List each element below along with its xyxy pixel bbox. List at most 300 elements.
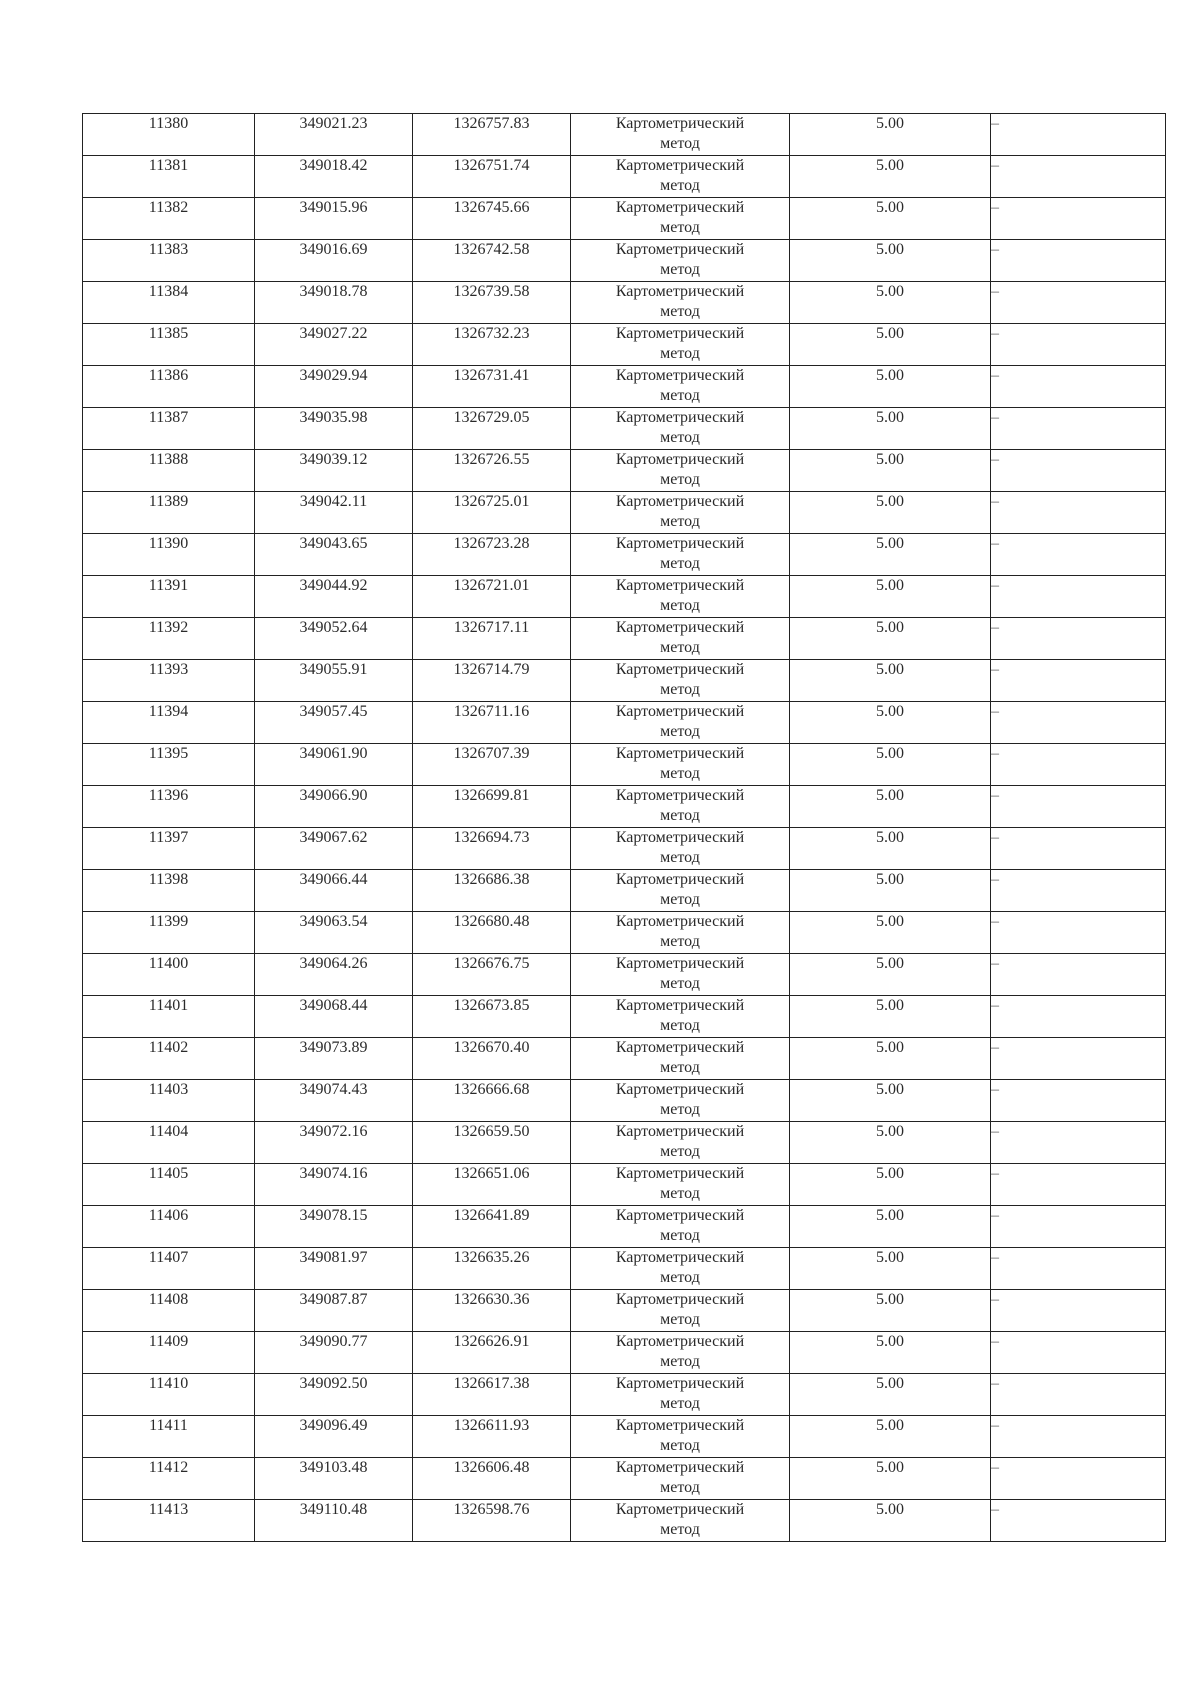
method-label-line1: Картометрический — [615, 451, 745, 468]
y-coordinate-cell: 1326757.83 — [413, 114, 571, 156]
note-cell: – — [991, 1374, 1166, 1416]
y-coordinate-cell: 1326723.28 — [413, 534, 571, 576]
table-row — [83, 492, 1166, 534]
x-coordinate-cell: 349055.91 — [255, 660, 413, 702]
method-label-line1: Картометрический — [615, 1291, 745, 1308]
table-row — [83, 408, 1166, 450]
note-cell: – — [991, 1290, 1166, 1332]
x-coordinate-cell: 349067.62 — [255, 828, 413, 870]
point-number-cell: 11391 — [83, 576, 255, 618]
point-number-cell: 11396 — [83, 786, 255, 828]
table-row — [83, 1332, 1166, 1374]
method-label-line1: Картометрический — [615, 1459, 745, 1476]
x-coordinate-cell: 349096.49 — [255, 1416, 413, 1458]
method-label-line1: Картометрический — [615, 493, 745, 510]
point-number-cell: 11406 — [83, 1206, 255, 1248]
note-cell: – — [991, 870, 1166, 912]
method-label-line1: Картометрический — [615, 1375, 745, 1392]
note-cell: – — [991, 1206, 1166, 1248]
method-label-line2: метод — [660, 1059, 700, 1076]
x-coordinate-cell: 349081.97 — [255, 1248, 413, 1290]
error-cell: 5.00 — [790, 114, 991, 156]
y-coordinate-cell: 1326676.75 — [413, 954, 571, 996]
table-row — [83, 282, 1166, 324]
point-number-cell: 11401 — [83, 996, 255, 1038]
table-row — [83, 1248, 1166, 1290]
point-number-cell: 11386 — [83, 366, 255, 408]
method-cell — [571, 156, 790, 198]
point-number-cell: 11387 — [83, 408, 255, 450]
y-coordinate-cell: 1326651.06 — [413, 1164, 571, 1206]
method-label-line1: Картометрический — [615, 661, 745, 678]
method-label-line2: метод — [660, 1227, 700, 1244]
x-coordinate-cell: 349039.12 — [255, 450, 413, 492]
method-label-line2: метод — [660, 1479, 700, 1496]
error-cell: 5.00 — [790, 324, 991, 366]
note-cell: – — [991, 1080, 1166, 1122]
x-coordinate-cell: 349021.23 — [255, 114, 413, 156]
method-label-line2: метод — [660, 891, 700, 908]
error-cell: 5.00 — [790, 1332, 991, 1374]
y-coordinate-cell: 1326711.16 — [413, 702, 571, 744]
method-label-line1: Картометрический — [615, 1123, 745, 1140]
method-cell — [571, 240, 790, 282]
y-coordinate-cell: 1326694.73 — [413, 828, 571, 870]
point-number-cell: 11395 — [83, 744, 255, 786]
table-row — [83, 450, 1166, 492]
x-coordinate-cell: 349018.42 — [255, 156, 413, 198]
method-cell — [571, 828, 790, 870]
table-row — [83, 366, 1166, 408]
note-cell: – — [991, 954, 1166, 996]
x-coordinate-cell: 349110.48 — [255, 1500, 413, 1542]
note-cell: – — [991, 1332, 1166, 1374]
table-row — [83, 660, 1166, 702]
y-coordinate-cell: 1326707.39 — [413, 744, 571, 786]
note-cell: – — [991, 1458, 1166, 1500]
note-cell: – — [991, 282, 1166, 324]
method-label-line2: метод — [660, 597, 700, 614]
method-cell — [571, 534, 790, 576]
note-cell: – — [991, 156, 1166, 198]
table-row — [83, 1080, 1166, 1122]
x-coordinate-cell: 349061.90 — [255, 744, 413, 786]
error-cell: 5.00 — [790, 828, 991, 870]
y-coordinate-cell: 1326666.68 — [413, 1080, 571, 1122]
x-coordinate-cell: 349078.15 — [255, 1206, 413, 1248]
table-row — [83, 1122, 1166, 1164]
error-cell: 5.00 — [790, 1248, 991, 1290]
method-cell — [571, 912, 790, 954]
y-coordinate-cell: 1326606.48 — [413, 1458, 571, 1500]
error-cell: 5.00 — [790, 1122, 991, 1164]
table-row — [83, 1164, 1166, 1206]
method-label-line1: Картометрический — [615, 1165, 745, 1182]
method-label-line1: Картометрический — [615, 787, 745, 804]
x-coordinate-cell: 349068.44 — [255, 996, 413, 1038]
method-cell — [571, 954, 790, 996]
method-cell — [571, 1290, 790, 1332]
note-cell: – — [991, 1164, 1166, 1206]
table-row — [83, 240, 1166, 282]
method-label-line2: метод — [660, 1521, 700, 1538]
method-label-line2: метод — [660, 135, 700, 152]
y-coordinate-cell: 1326686.38 — [413, 870, 571, 912]
method-label-line2: метод — [660, 219, 700, 236]
method-cell — [571, 408, 790, 450]
method-label-line2: метод — [660, 849, 700, 866]
note-cell: – — [991, 828, 1166, 870]
error-cell: 5.00 — [790, 1038, 991, 1080]
method-cell — [571, 618, 790, 660]
method-label-line2: метод — [660, 765, 700, 782]
point-number-cell: 11380 — [83, 114, 255, 156]
method-label-line2: метод — [660, 1353, 700, 1370]
note-cell: – — [991, 1122, 1166, 1164]
point-number-cell: 11403 — [83, 1080, 255, 1122]
error-cell: 5.00 — [790, 1206, 991, 1248]
method-label-line1: Картометрический — [615, 1333, 745, 1350]
y-coordinate-cell: 1326626.91 — [413, 1332, 571, 1374]
y-coordinate-cell: 1326742.58 — [413, 240, 571, 282]
method-cell — [571, 702, 790, 744]
point-number-cell: 11407 — [83, 1248, 255, 1290]
y-coordinate-cell: 1326726.55 — [413, 450, 571, 492]
method-label-line1: Картометрический — [615, 157, 745, 174]
table-row — [83, 996, 1166, 1038]
table-row — [83, 1290, 1166, 1332]
error-cell: 5.00 — [790, 1458, 991, 1500]
table-row — [83, 1374, 1166, 1416]
error-cell: 5.00 — [790, 198, 991, 240]
method-cell — [571, 1458, 790, 1500]
x-coordinate-cell: 349103.48 — [255, 1458, 413, 1500]
method-label-line2: метод — [660, 429, 700, 446]
method-label-line1: Картометрический — [615, 283, 745, 300]
note-cell: – — [991, 702, 1166, 744]
y-coordinate-cell: 1326611.93 — [413, 1416, 571, 1458]
note-cell: – — [991, 408, 1166, 450]
table-row — [83, 954, 1166, 996]
note-cell: – — [991, 1038, 1166, 1080]
note-cell: – — [991, 786, 1166, 828]
method-cell — [571, 282, 790, 324]
method-cell — [571, 198, 790, 240]
table-row — [83, 324, 1166, 366]
method-label-line1: Картометрический — [615, 409, 745, 426]
point-number-cell: 11402 — [83, 1038, 255, 1080]
error-cell: 5.00 — [790, 1374, 991, 1416]
y-coordinate-cell: 1326659.50 — [413, 1122, 571, 1164]
method-label-line2: метод — [660, 1437, 700, 1454]
error-cell: 5.00 — [790, 534, 991, 576]
point-number-cell: 11410 — [83, 1374, 255, 1416]
method-label-line2: метод — [660, 177, 700, 194]
point-number-cell: 11400 — [83, 954, 255, 996]
table-row — [83, 870, 1166, 912]
method-cell — [571, 576, 790, 618]
point-number-cell: 11389 — [83, 492, 255, 534]
x-coordinate-cell: 349029.94 — [255, 366, 413, 408]
note-cell: – — [991, 534, 1166, 576]
error-cell: 5.00 — [790, 954, 991, 996]
method-cell — [571, 492, 790, 534]
method-cell — [571, 324, 790, 366]
x-coordinate-cell: 349035.98 — [255, 408, 413, 450]
note-cell: – — [991, 1500, 1166, 1542]
method-label-line1: Картометрический — [615, 745, 745, 762]
note-cell: – — [991, 660, 1166, 702]
method-label-line2: метод — [660, 1017, 700, 1034]
method-label-line1: Картометрический — [615, 1207, 745, 1224]
y-coordinate-cell: 1326635.26 — [413, 1248, 571, 1290]
error-cell: 5.00 — [790, 240, 991, 282]
error-cell: 5.00 — [790, 660, 991, 702]
y-coordinate-cell: 1326680.48 — [413, 912, 571, 954]
table-row — [83, 1458, 1166, 1500]
y-coordinate-cell: 1326739.58 — [413, 282, 571, 324]
point-number-cell: 11382 — [83, 198, 255, 240]
error-cell: 5.00 — [790, 996, 991, 1038]
method-label-line2: метод — [660, 1143, 700, 1160]
x-coordinate-cell: 349066.90 — [255, 786, 413, 828]
method-label-line1: Картометрический — [615, 535, 745, 552]
y-coordinate-cell: 1326673.85 — [413, 996, 571, 1038]
method-cell — [571, 660, 790, 702]
method-label-line1: Картометрический — [615, 913, 745, 930]
error-cell: 5.00 — [790, 366, 991, 408]
table-row — [83, 1416, 1166, 1458]
note-cell: – — [991, 366, 1166, 408]
point-number-cell: 11408 — [83, 1290, 255, 1332]
x-coordinate-cell: 349092.50 — [255, 1374, 413, 1416]
method-label-line1: Картометрический — [615, 199, 745, 216]
point-number-cell: 11394 — [83, 702, 255, 744]
x-coordinate-cell: 349057.45 — [255, 702, 413, 744]
x-coordinate-cell: 349015.96 — [255, 198, 413, 240]
note-cell: – — [991, 450, 1166, 492]
note-cell: – — [991, 1248, 1166, 1290]
method-label-line2: метод — [660, 261, 700, 278]
point-number-cell: 11412 — [83, 1458, 255, 1500]
method-label-line2: метод — [660, 933, 700, 950]
point-number-cell: 11384 — [83, 282, 255, 324]
method-label-line2: метод — [660, 1101, 700, 1118]
table-row — [83, 156, 1166, 198]
coordinates-table — [82, 113, 1166, 1542]
y-coordinate-cell: 1326731.41 — [413, 366, 571, 408]
error-cell: 5.00 — [790, 450, 991, 492]
method-label-line2: метод — [660, 387, 700, 404]
note-cell: – — [991, 240, 1166, 282]
y-coordinate-cell: 1326699.81 — [413, 786, 571, 828]
method-cell — [571, 996, 790, 1038]
method-cell — [571, 1122, 790, 1164]
point-number-cell: 11409 — [83, 1332, 255, 1374]
method-label-line1: Картометрический — [615, 367, 745, 384]
y-coordinate-cell: 1326717.11 — [413, 618, 571, 660]
method-label-line1: Картометрический — [615, 955, 745, 972]
method-cell — [571, 450, 790, 492]
method-label-line2: метод — [660, 1269, 700, 1286]
table-row — [83, 114, 1166, 156]
table-row — [83, 1038, 1166, 1080]
method-label-line2: метод — [660, 303, 700, 320]
x-coordinate-cell: 349074.16 — [255, 1164, 413, 1206]
error-cell: 5.00 — [790, 1290, 991, 1332]
point-number-cell: 11404 — [83, 1122, 255, 1164]
method-cell — [571, 1248, 790, 1290]
point-number-cell: 11385 — [83, 324, 255, 366]
x-coordinate-cell: 349063.54 — [255, 912, 413, 954]
x-coordinate-cell: 349072.16 — [255, 1122, 413, 1164]
x-coordinate-cell: 349064.26 — [255, 954, 413, 996]
table-row — [83, 1500, 1166, 1542]
error-cell: 5.00 — [790, 870, 991, 912]
point-number-cell: 11393 — [83, 660, 255, 702]
point-number-cell: 11392 — [83, 618, 255, 660]
error-cell: 5.00 — [790, 786, 991, 828]
error-cell: 5.00 — [790, 744, 991, 786]
method-label-line1: Картометрический — [615, 997, 745, 1014]
point-number-cell: 11390 — [83, 534, 255, 576]
note-cell: – — [991, 198, 1166, 240]
point-number-cell: 11381 — [83, 156, 255, 198]
method-label-line2: метод — [660, 723, 700, 740]
y-coordinate-cell: 1326617.38 — [413, 1374, 571, 1416]
x-coordinate-cell: 349018.78 — [255, 282, 413, 324]
point-number-cell: 11398 — [83, 870, 255, 912]
table-row — [83, 912, 1166, 954]
note-cell: – — [991, 114, 1166, 156]
y-coordinate-cell: 1326732.23 — [413, 324, 571, 366]
method-cell — [571, 366, 790, 408]
method-label-line1: Картометрический — [615, 1081, 745, 1098]
method-label-line1: Картометрический — [615, 325, 745, 342]
method-cell — [571, 1332, 790, 1374]
table-row — [83, 618, 1166, 660]
method-cell — [571, 1416, 790, 1458]
point-number-cell: 11383 — [83, 240, 255, 282]
table-row — [83, 1206, 1166, 1248]
method-label-line2: метод — [660, 555, 700, 572]
method-label-line1: Картометрический — [615, 241, 745, 258]
error-cell: 5.00 — [790, 912, 991, 954]
point-number-cell: 11411 — [83, 1416, 255, 1458]
y-coordinate-cell: 1326751.74 — [413, 156, 571, 198]
error-cell: 5.00 — [790, 156, 991, 198]
note-cell: – — [991, 618, 1166, 660]
x-coordinate-cell: 349052.64 — [255, 618, 413, 660]
coordinates-table-body — [83, 114, 1166, 1542]
error-cell: 5.00 — [790, 1416, 991, 1458]
point-number-cell: 11388 — [83, 450, 255, 492]
method-cell — [571, 744, 790, 786]
method-cell — [571, 1500, 790, 1542]
method-label-line2: метод — [660, 513, 700, 530]
method-label-line2: метод — [660, 471, 700, 488]
note-cell: – — [991, 576, 1166, 618]
method-label-line1: Картометрический — [615, 871, 745, 888]
point-number-cell: 11405 — [83, 1164, 255, 1206]
y-coordinate-cell: 1326745.66 — [413, 198, 571, 240]
method-label-line1: Картометрический — [615, 1249, 745, 1266]
x-coordinate-cell: 349044.92 — [255, 576, 413, 618]
error-cell: 5.00 — [790, 282, 991, 324]
x-coordinate-cell: 349027.22 — [255, 324, 413, 366]
y-coordinate-cell: 1326630.36 — [413, 1290, 571, 1332]
table-row — [83, 744, 1166, 786]
method-label-line1: Картометрический — [615, 1039, 745, 1056]
method-cell — [571, 114, 790, 156]
table-row — [83, 198, 1166, 240]
x-coordinate-cell: 349074.43 — [255, 1080, 413, 1122]
note-cell: – — [991, 744, 1166, 786]
table-row — [83, 702, 1166, 744]
error-cell: 5.00 — [790, 1080, 991, 1122]
y-coordinate-cell: 1326729.05 — [413, 408, 571, 450]
method-cell — [571, 1206, 790, 1248]
y-coordinate-cell: 1326598.76 — [413, 1500, 571, 1542]
x-coordinate-cell: 349090.77 — [255, 1332, 413, 1374]
method-label-line1: Картометрический — [615, 829, 745, 846]
table-row — [83, 576, 1166, 618]
y-coordinate-cell: 1326721.01 — [413, 576, 571, 618]
method-label-line2: метод — [660, 1311, 700, 1328]
x-coordinate-cell: 349087.87 — [255, 1290, 413, 1332]
method-label-line1: Картометрический — [615, 577, 745, 594]
note-cell: – — [991, 912, 1166, 954]
table-row — [83, 534, 1166, 576]
x-coordinate-cell: 349073.89 — [255, 1038, 413, 1080]
error-cell: 5.00 — [790, 576, 991, 618]
y-coordinate-cell: 1326725.01 — [413, 492, 571, 534]
point-number-cell: 11413 — [83, 1500, 255, 1542]
note-cell: – — [991, 1416, 1166, 1458]
point-number-cell: 11399 — [83, 912, 255, 954]
point-number-cell: 11397 — [83, 828, 255, 870]
method-label-line2: метод — [660, 807, 700, 824]
method-cell — [571, 870, 790, 912]
method-cell — [571, 1080, 790, 1122]
error-cell: 5.00 — [790, 1164, 991, 1206]
error-cell: 5.00 — [790, 702, 991, 744]
note-cell: – — [991, 324, 1166, 366]
method-label-line1: Картометрический — [615, 1501, 745, 1518]
y-coordinate-cell: 1326641.89 — [413, 1206, 571, 1248]
method-cell — [571, 1038, 790, 1080]
error-cell: 5.00 — [790, 618, 991, 660]
method-label-line1: Картометрический — [615, 703, 745, 720]
error-cell: 5.00 — [790, 408, 991, 450]
y-coordinate-cell: 1326670.40 — [413, 1038, 571, 1080]
error-cell: 5.00 — [790, 1500, 991, 1542]
method-cell — [571, 786, 790, 828]
method-label-line2: метод — [660, 1185, 700, 1202]
x-coordinate-cell: 349066.44 — [255, 870, 413, 912]
method-label-line1: Картометрический — [615, 619, 745, 636]
method-label-line2: метод — [660, 345, 700, 362]
method-cell — [571, 1164, 790, 1206]
method-label-line2: метод — [660, 975, 700, 992]
table-row — [83, 786, 1166, 828]
method-label-line1: Картометрический — [615, 115, 745, 132]
y-coordinate-cell: 1326714.79 — [413, 660, 571, 702]
method-label-line2: метод — [660, 1395, 700, 1412]
method-label-line1: Картометрический — [615, 1417, 745, 1434]
x-coordinate-cell: 349042.11 — [255, 492, 413, 534]
note-cell: – — [991, 996, 1166, 1038]
